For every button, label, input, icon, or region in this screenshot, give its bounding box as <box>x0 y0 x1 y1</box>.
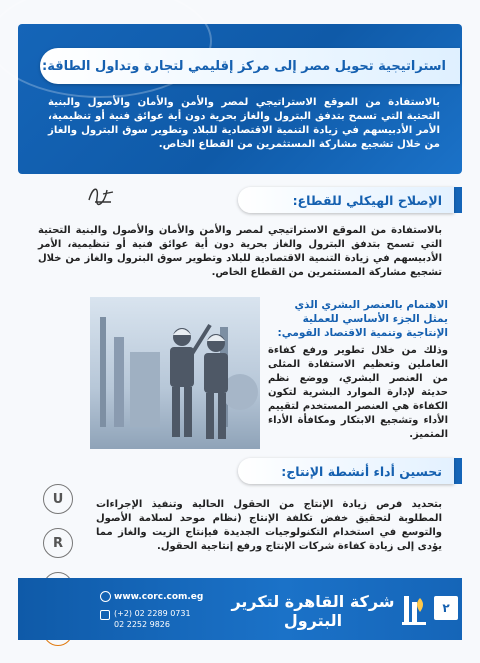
refinery-illustration <box>90 297 260 449</box>
page-footer <box>18 578 462 640</box>
section-heading-structural-reform: الإصلاح الهيكلي للقطاع: <box>238 187 454 213</box>
footer-company-name: شركة القاهرة لتكرير البترول <box>231 592 395 630</box>
footer-phone-1: (+2) 02 2289 0731 <box>114 609 191 618</box>
top-banner-title: استراتيجية تحويل مصر إلى مركز إقليمي لتجارة وتداول الطاقة: <box>40 48 460 84</box>
footer-phone-2: 02 2252 9826 <box>114 620 170 629</box>
human-element-highlight: الاهتمام بالعنصر البشري الذي يمثل الجزء الأساسي للعملية الإنتاجية وتنمية الاقتصاد القومي: <box>277 299 448 339</box>
page-number: ٢ <box>434 596 458 620</box>
phone-icon <box>100 610 110 620</box>
human-element-paragraph: وذلك من خلال تطوير ورفع كفاءة العاملين وتعظيم الاستفادة المثلى من العنصر البشري، ووضع نظم حديثة لإدارة الموارد البشرية لتكون الكفاءة هي العنصر المستخدم لتقييم الأداء وتشجيع الابتكار ومكافأة الأداء المتميز. <box>268 345 448 440</box>
section-paragraph-structural-reform: بالاستفادة من الموقع الاستراتيجي لمصر والأمن والأمان والأصول والبنية التحتية التي تسمح بتدفق البترول والغاز بحرية دون أية عوائق فنية أو تنظيمية، الأمر الأدبيسهم في زيادة التنمية الاقتصادية للبلاد وتطوير سوق البترول والغاز من خلال تشجيع مشاركة المستثمرين من القطاع الخاص. <box>38 225 442 278</box>
company-logo-icon <box>398 588 430 628</box>
certification-badge-icon: U <box>43 484 73 514</box>
section-accent-bar <box>454 458 462 484</box>
certification-badge-icon: R <box>43 528 73 558</box>
section-heading-production: تحسين أداء أنشطة الإنتاج: <box>238 458 454 484</box>
footer-website: www.corc.com.eg <box>114 592 204 602</box>
section-paragraph-production: بتحديد فرص زيادة الإنتاج من الحقول الحالية وتنفيذ الإجراءات المطلوبة لتحقيق خفض تكلفة الإنتاج (نظام موحد لسلامة الأصول والتوسع في استخدام التكنولوجيات الجديدة فيإنتاج الزيت والغاز مما يؤدى إلى زيادة كفاءة شركات الإنتاج ورفع إنتاجية الحقول. <box>96 499 442 552</box>
workers-refinery-photo <box>90 297 260 449</box>
top-banner-paragraph: بالاستفادة من الموقع الاستراتيجي لمصر والأمن والأمان والأصول والبنية التحتية التي تسمح بتدفق البترول والغاز بحرية دون أية عوائق فنية أو تنظيمية، الأمر الأدبيسهم في زيادة التنمية الاقتصادية للبلاد وتطوير سوق البترول والغاز من خلال تشجيع مشاركة المستثمرين من القطاع الخاص. <box>48 97 440 150</box>
footer-phones <box>114 608 191 630</box>
globe-icon <box>100 591 111 602</box>
section-accent-bar <box>454 187 462 213</box>
signature-icon <box>85 180 117 208</box>
